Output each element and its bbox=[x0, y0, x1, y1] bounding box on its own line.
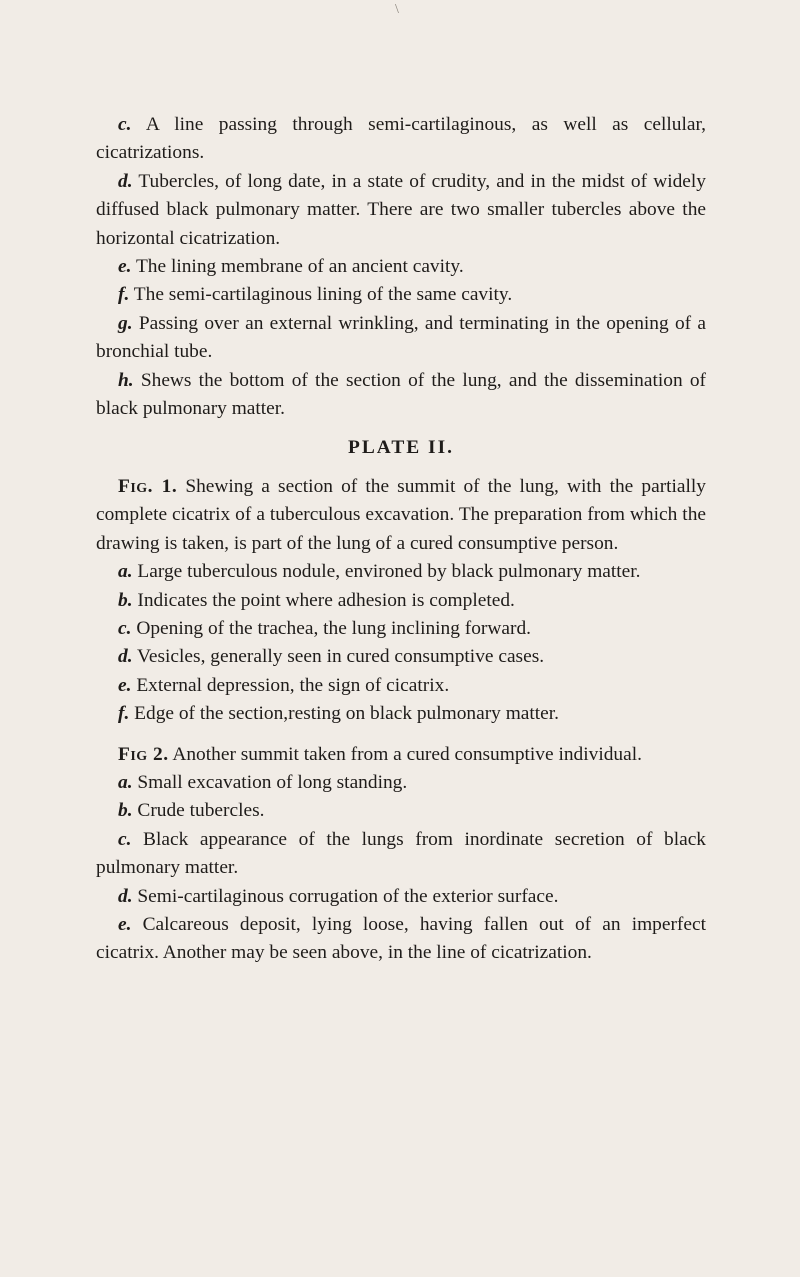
item-g bbox=[96, 310, 706, 367]
item-label: d. bbox=[118, 646, 133, 668]
fig-text: Another summit taken from a cured consumptive individual. bbox=[168, 743, 642, 765]
item-label: a. bbox=[118, 561, 133, 583]
fig1-item-a bbox=[96, 558, 706, 586]
fig1-item-b bbox=[96, 587, 706, 615]
fig1-item-f bbox=[96, 700, 706, 728]
item-label: e. bbox=[118, 674, 132, 696]
item-text: Edge of the section,resting on black pulmonary matter. bbox=[129, 703, 560, 725]
fig1-item-e bbox=[96, 672, 706, 700]
item-text: The semi-cartilaginous lining of the same cavity. bbox=[129, 284, 513, 306]
item-text: Indicates the point where adhesion is completed. bbox=[132, 589, 515, 611]
item-text: Calcareous deposit, lying loose, having fallen out of an imperfect cicatrix. Another may be seen above, in the line of cicatrization. bbox=[96, 913, 706, 964]
item-label: a. bbox=[118, 771, 133, 793]
item-text: Vesicles, generally seen in cured consumptive cases. bbox=[132, 646, 545, 668]
fig2-item-e bbox=[96, 911, 706, 968]
fig2-item-d bbox=[96, 883, 706, 911]
item-label: e. bbox=[118, 256, 132, 278]
item-label: h. bbox=[118, 369, 134, 391]
fig1-intro bbox=[96, 473, 706, 558]
fig2-item-c bbox=[96, 826, 706, 883]
item-label: c. bbox=[118, 617, 132, 639]
item-label: f. bbox=[118, 284, 130, 306]
item-text: Tubercles, of long date, in a state of crudity, and in the midst of widely diffused black pulmonary matter. There are two smaller tubercles above the horizontal cicatrization. bbox=[96, 170, 706, 249]
fig2-item-a bbox=[96, 769, 706, 797]
item-text: External depression, the sign of cicatrix. bbox=[131, 674, 450, 696]
item-text: Semi-cartilaginous corrugation of the exterior surface. bbox=[132, 885, 559, 907]
item-e bbox=[96, 253, 706, 281]
section-gap bbox=[96, 729, 706, 741]
fig1-item-c bbox=[96, 615, 706, 643]
text-block bbox=[96, 111, 706, 968]
item-label: d. bbox=[118, 170, 133, 192]
item-label: e. bbox=[118, 913, 132, 935]
item-text: Small excavation of long standing. bbox=[132, 771, 408, 793]
item-text: Crude tubercles. bbox=[132, 800, 265, 822]
item-label: d. bbox=[118, 885, 133, 907]
item-text: The lining membrane of an ancient cavity. bbox=[131, 256, 464, 278]
item-d bbox=[96, 168, 706, 253]
item-label: c. bbox=[118, 828, 132, 850]
item-label: f. bbox=[118, 703, 130, 725]
fig2-item-b bbox=[96, 797, 706, 825]
item-label: g. bbox=[118, 312, 133, 334]
item-h bbox=[96, 367, 706, 424]
item-label: c. bbox=[118, 114, 132, 135]
item-label: b. bbox=[118, 800, 133, 822]
fig2-intro bbox=[96, 741, 706, 769]
item-text: Shews the bottom of the section of the lung, and the dissemination of black pulmonary matter. bbox=[96, 369, 706, 420]
fig-text: Shewing a section of the summit of the lung, with the partially complete cicatrix of a tuberculous excavation. The preparation from which the drawing is taken, is part of the lung of a cured consumptive person. bbox=[96, 475, 707, 554]
item-f bbox=[96, 281, 706, 309]
item-c bbox=[96, 111, 706, 168]
item-text: Passing over an external wrinkling, and terminating in the opening of a bronchial tube. bbox=[96, 312, 706, 363]
item-text: Large tuberculous nodule, environed by black pulmonary matter. bbox=[132, 561, 641, 583]
fig1-item-d bbox=[96, 643, 706, 671]
plate-heading: PLATE II. bbox=[348, 437, 454, 459]
item-text: Opening of the trachea, the lung inclining forward. bbox=[131, 617, 532, 639]
fig-label: Fig 2. bbox=[118, 743, 169, 765]
item-label: b. bbox=[118, 589, 133, 611]
item-text: Black appearance of the lungs from inordinate secretion of black pulmonary matter. bbox=[96, 828, 706, 879]
item-text: A line passing through semi-cartilaginous, as well as cellular, cicatrizations. bbox=[96, 114, 706, 164]
fig-label: Fig. 1. bbox=[118, 475, 178, 497]
margin-mark: \ bbox=[395, 2, 399, 17]
